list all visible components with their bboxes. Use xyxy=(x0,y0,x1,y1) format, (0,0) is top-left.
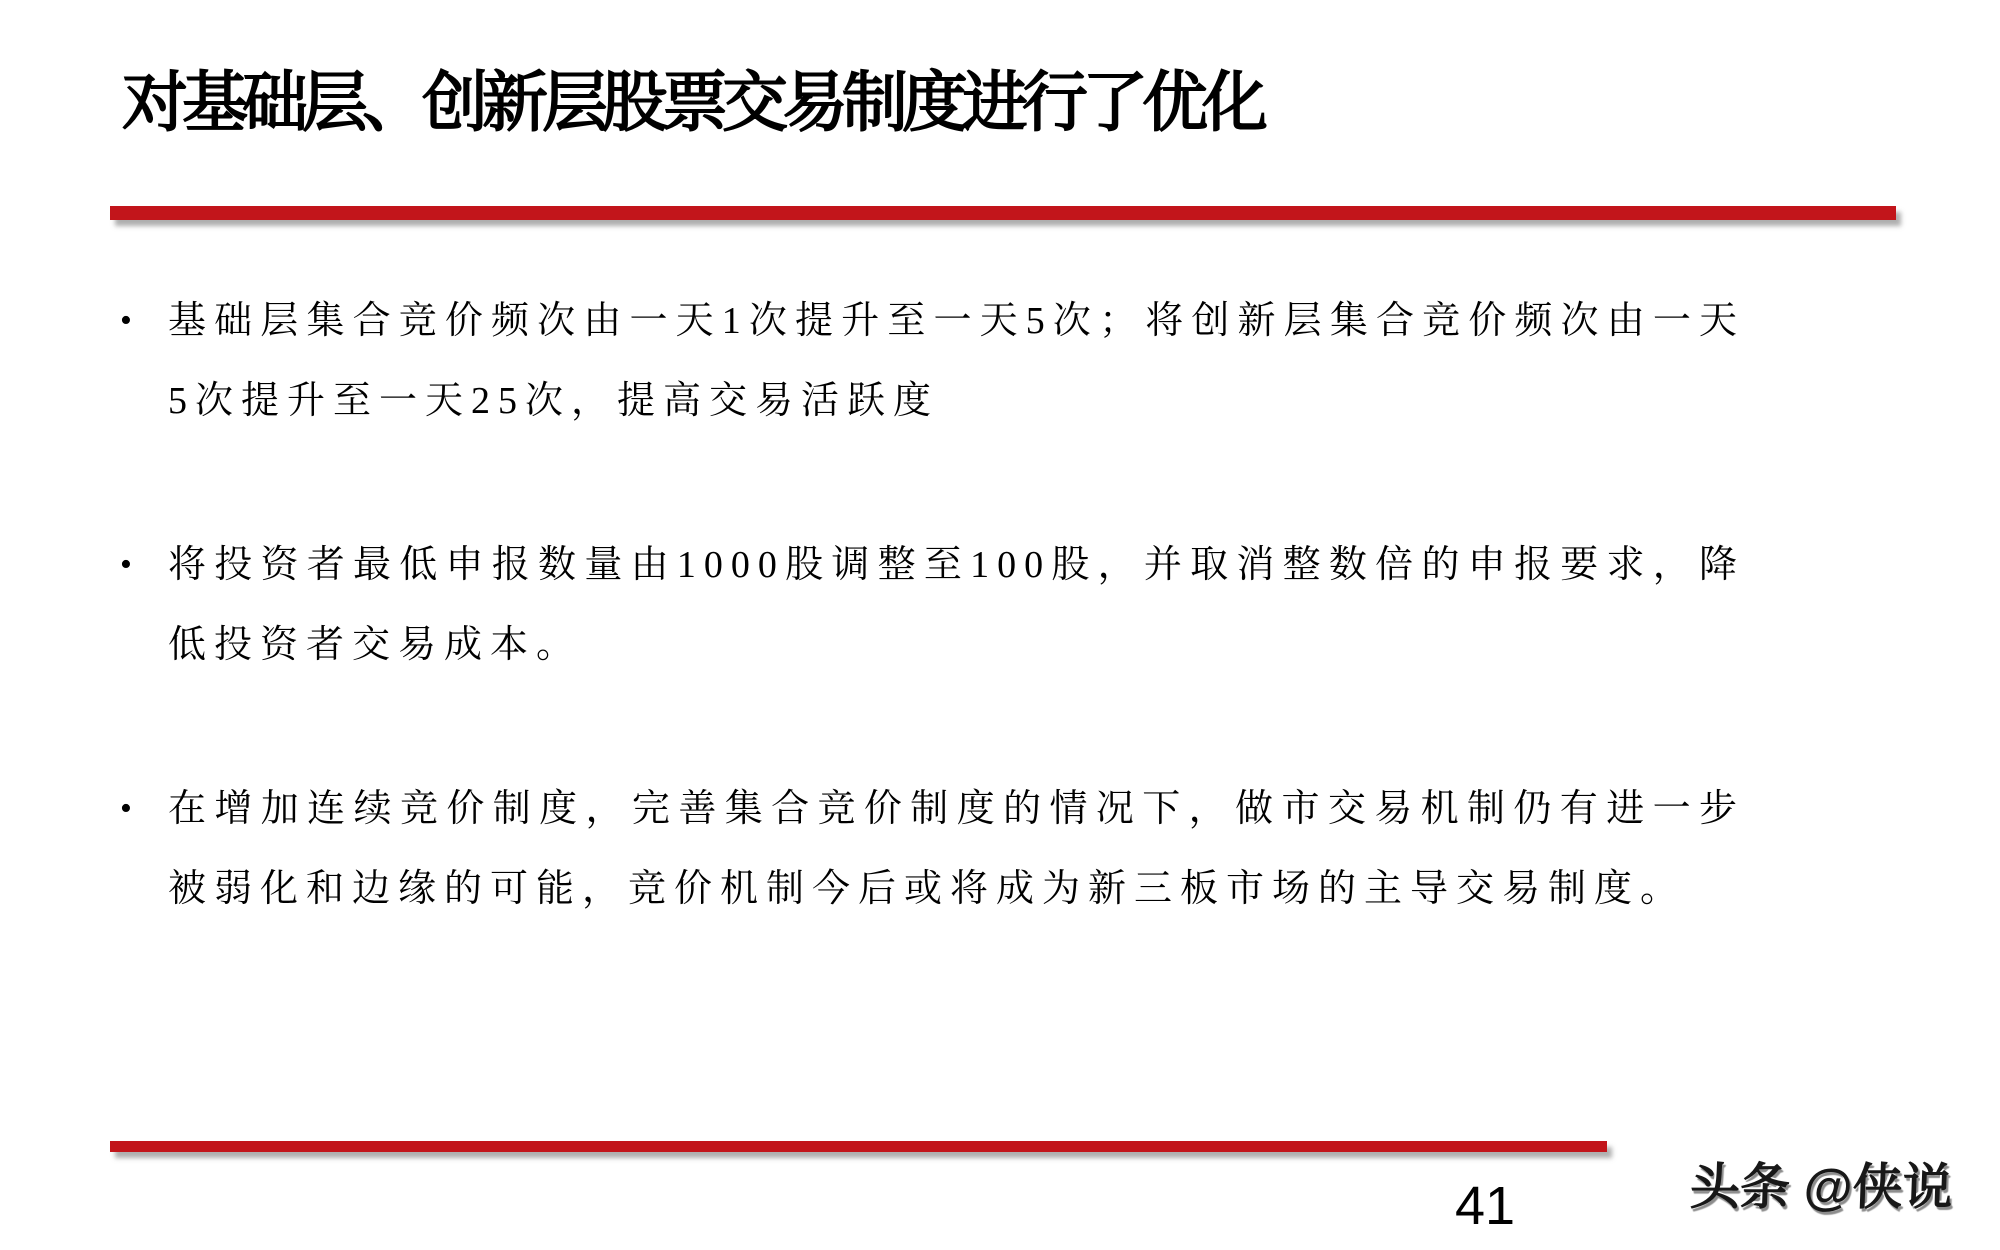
title-underline-rule xyxy=(110,206,1896,220)
toutiao-watermark: 头条 @侠说 xyxy=(1689,1159,1954,1215)
bullet-text: 将投资者最低申报数量由1000股调整至100股，并取消整数倍的申报要求，降低投资者交易成本。 xyxy=(168,544,1745,666)
bullet-marker-icon: • xyxy=(120,546,132,583)
bullet-text: 在增加连续竞价制度，完善集合竞价制度的情况下，做市交易机制仍有进一步被弱化和边缘的可能，竞价机制今后或将成为新三板市场的主导交易制度。 xyxy=(168,788,1745,910)
bullet-marker-icon: • xyxy=(120,302,132,339)
page-number: 41 xyxy=(1454,1176,1516,1236)
bullet-text: 基础层集合竞价频次由一天1次提升至一天5次；将创新层集合竞价频次由一天5次提升至一天25次，提高交易活跃度 xyxy=(168,300,1745,422)
bullet-item-1 xyxy=(120,281,1745,441)
footer-rule xyxy=(110,1141,1607,1152)
bullet-item-3 xyxy=(120,769,1745,929)
bullet-list xyxy=(120,281,1745,1013)
bullet-item-2 xyxy=(120,525,1745,685)
bullet-marker-icon: • xyxy=(120,790,132,827)
slide-title: 对基础层、创新层股票交易制度进行了优化 xyxy=(122,67,1262,140)
